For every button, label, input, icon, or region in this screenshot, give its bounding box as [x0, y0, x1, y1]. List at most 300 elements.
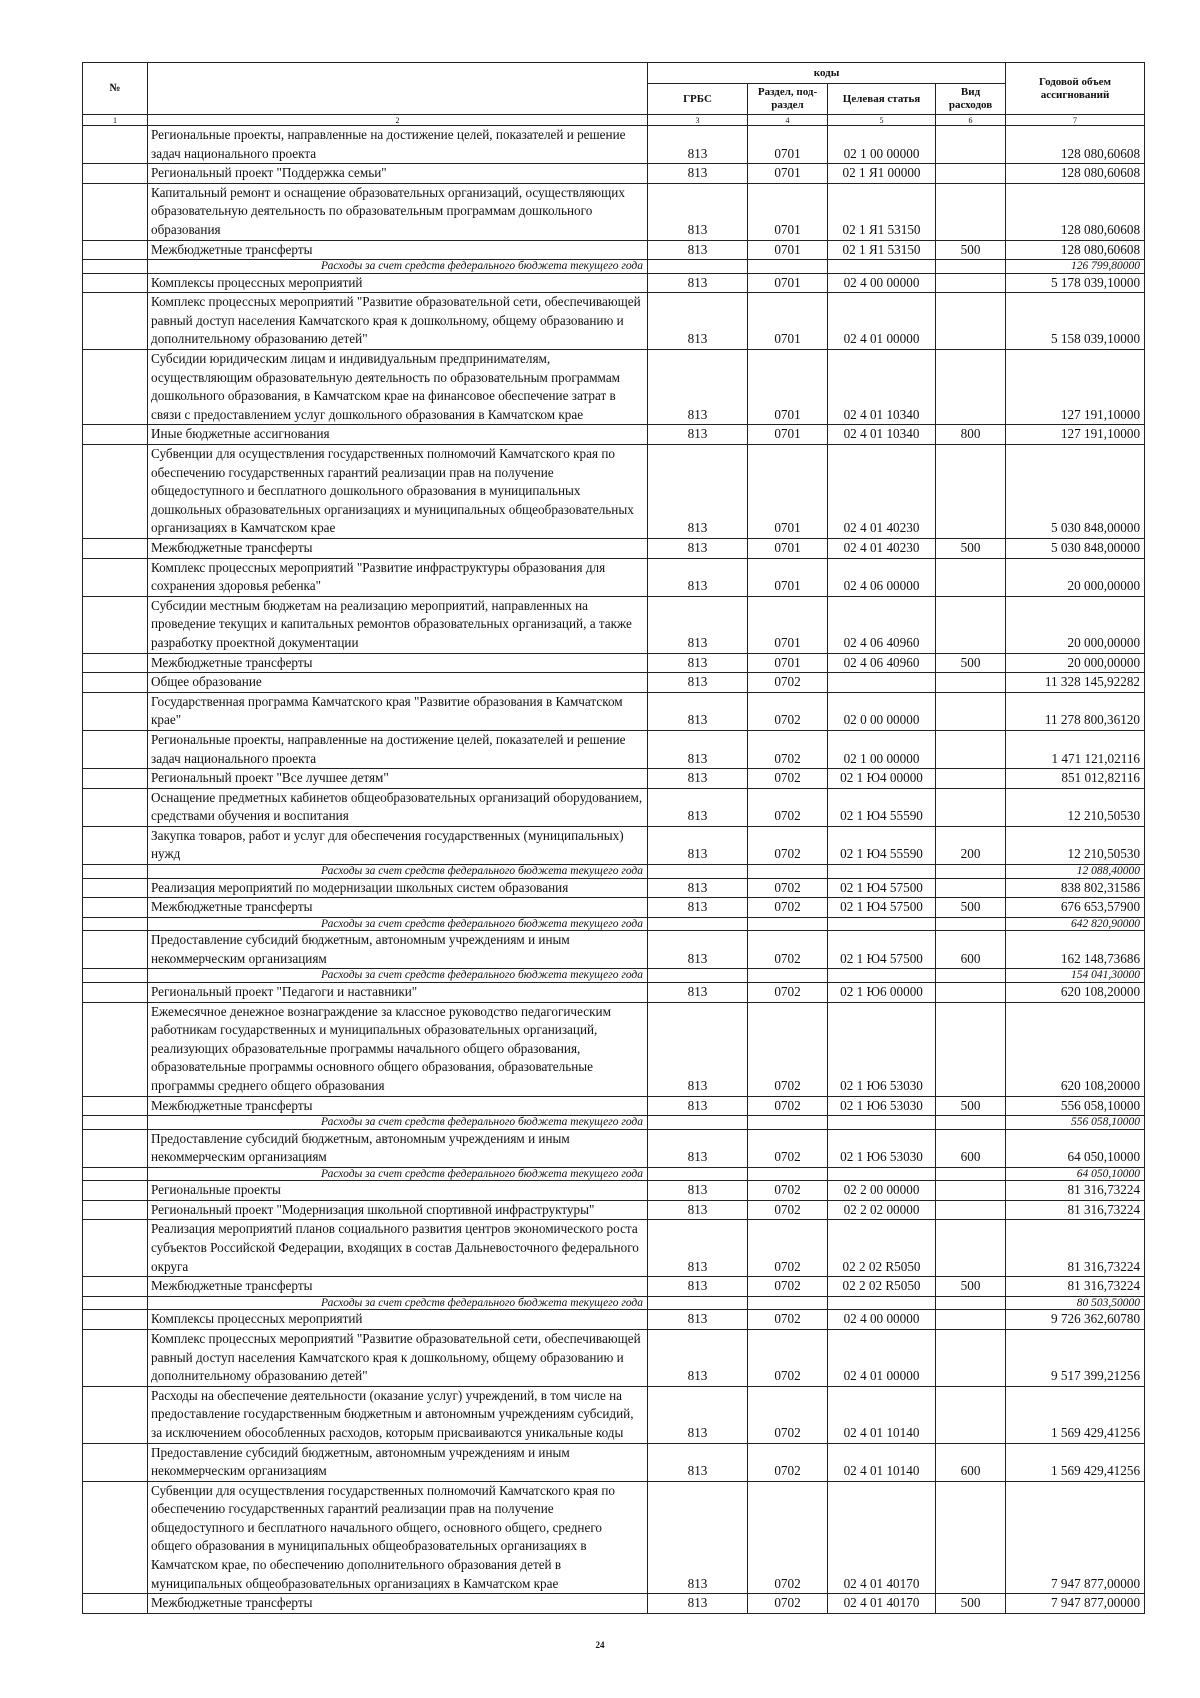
- amount-cell: 9 517 399,21256: [1006, 1329, 1145, 1386]
- row-number-cell: [83, 730, 148, 768]
- section-cell: 0701: [748, 240, 828, 260]
- section-cell: 0702: [748, 1386, 828, 1443]
- table-row: [83, 898, 1145, 918]
- amount-cell: 128 080,60608: [1006, 183, 1145, 240]
- header-codes: коды: [648, 63, 1006, 84]
- target-article-cell: 02 1 00 00000: [828, 730, 936, 768]
- target-article-cell: 02 0 00 00000: [828, 692, 936, 730]
- grbs-cell: 813: [648, 425, 748, 445]
- amount-cell: 620 108,20000: [1006, 1002, 1145, 1096]
- target-article-cell: 02 4 01 10140: [828, 1386, 936, 1443]
- expense-type-cell: 500: [936, 1277, 1006, 1297]
- target-article-cell: 02 4 00 00000: [828, 1310, 936, 1330]
- row-number-cell: [83, 425, 148, 445]
- item-name-cell: Региональный проект "Поддержка семьи": [148, 164, 648, 184]
- item-name-cell: Межбюджетные трансферты: [148, 1277, 648, 1297]
- section-cell: 0702: [748, 878, 828, 898]
- federal-budget-row: [83, 917, 1145, 931]
- federal-amount-cell: 80 503,50000: [1006, 1296, 1145, 1310]
- expense-type-cell: 500: [936, 1096, 1006, 1116]
- federal-budget-label: Расходы за счет средств федерального бюджета текущего года: [148, 969, 648, 983]
- expense-type-cell: 500: [936, 240, 1006, 260]
- target-article-cell: 02 4 01 00000: [828, 293, 936, 350]
- federal-amount-cell: 126 799,80000: [1006, 260, 1145, 274]
- row-number-cell: [83, 445, 148, 539]
- section-cell: 0702: [748, 673, 828, 693]
- expense-type-cell: 600: [936, 931, 1006, 969]
- target-article-cell: 02 4 01 10340: [828, 425, 936, 445]
- row-number-cell: [83, 826, 148, 864]
- section-cell: 0702: [748, 788, 828, 826]
- grbs-cell: 813: [648, 1594, 748, 1614]
- table-row: [83, 1481, 1145, 1594]
- header-name: [148, 63, 648, 115]
- target-article-cell: [828, 917, 936, 931]
- item-name-cell: Комплекс процессных мероприятий "Развитие образовательной сети, обеспечивающей равный доступ населения Камчатского края к дошкольному, общему образованию и дополнительному образованию детей": [148, 1329, 648, 1386]
- column-number: 2: [148, 115, 648, 126]
- section-cell: 0701: [748, 445, 828, 539]
- row-number-cell: [83, 865, 148, 879]
- expense-type-cell: [936, 692, 1006, 730]
- row-number-cell: [83, 1443, 148, 1481]
- amount-cell: 20 000,00000: [1006, 596, 1145, 653]
- grbs-cell: 813: [648, 692, 748, 730]
- section-cell: 0702: [748, 1220, 828, 1277]
- grbs-cell: 813: [648, 878, 748, 898]
- amount-cell: 851 012,82116: [1006, 769, 1145, 789]
- amount-cell: 676 653,57900: [1006, 898, 1145, 918]
- header-grbs: ГРБС: [648, 84, 748, 115]
- table-row: [83, 673, 1145, 693]
- section-cell: 0702: [748, 931, 828, 969]
- grbs-cell: 813: [648, 1386, 748, 1443]
- table-row: [83, 1220, 1145, 1277]
- section-cell: 0701: [748, 653, 828, 673]
- target-article-cell: 02 2 02 00000: [828, 1200, 936, 1220]
- section-cell: 0701: [748, 273, 828, 293]
- federal-budget-row: [83, 1167, 1145, 1181]
- row-number-cell: [83, 898, 148, 918]
- budget-document: [82, 62, 1144, 1614]
- expense-type-cell: [936, 769, 1006, 789]
- item-name-cell: Предоставление субсидий бюджетным, автономным учреждениям и иным некоммерческим организациям: [148, 1129, 648, 1167]
- item-name-cell: Оснащение предметных кабинетов общеобразовательных организаций оборудованием, средствами обучения и воспитания: [148, 788, 648, 826]
- row-number-cell: [83, 673, 148, 693]
- row-number-cell: [83, 1329, 148, 1386]
- section-cell: 0702: [748, 982, 828, 1002]
- header-number: №: [83, 63, 148, 115]
- table-row: [83, 1594, 1145, 1614]
- target-article-cell: 02 2 02 R5050: [828, 1277, 936, 1297]
- grbs-cell: 813: [648, 293, 748, 350]
- column-number: 6: [936, 115, 1006, 126]
- expense-type-cell: [936, 788, 1006, 826]
- table-row: [83, 769, 1145, 789]
- expense-type-cell: [936, 1002, 1006, 1096]
- target-article-cell: 02 1 Я1 53150: [828, 240, 936, 260]
- grbs-cell: 813: [648, 445, 748, 539]
- row-number-cell: [83, 260, 148, 274]
- section-cell: 0702: [748, 1310, 828, 1330]
- row-number-cell: [83, 273, 148, 293]
- target-article-cell: 02 1 Ю4 57500: [828, 898, 936, 918]
- amount-cell: 81 316,73224: [1006, 1277, 1145, 1297]
- header-expense-type: Вид расходов: [936, 84, 1006, 115]
- row-number-cell: [83, 1481, 148, 1594]
- section-cell: 0701: [748, 183, 828, 240]
- amount-cell: 20 000,00000: [1006, 653, 1145, 673]
- table-row: [83, 293, 1145, 350]
- table-row: [83, 931, 1145, 969]
- federal-amount-cell: 154 041,30000: [1006, 969, 1145, 983]
- amount-cell: 127 191,10000: [1006, 350, 1145, 425]
- row-number-cell: [83, 1220, 148, 1277]
- section-cell: 0702: [748, 1181, 828, 1201]
- amount-cell: 12 210,50530: [1006, 788, 1145, 826]
- grbs-cell: 813: [648, 183, 748, 240]
- target-article-cell: [828, 1167, 936, 1181]
- amount-cell: 1 471 121,02116: [1006, 730, 1145, 768]
- amount-cell: 81 316,73224: [1006, 1220, 1145, 1277]
- section-cell: 0702: [748, 898, 828, 918]
- header-annual-volume: Годовой объем ассигнований: [1006, 63, 1145, 115]
- expense-type-cell: [936, 1310, 1006, 1330]
- item-name-cell: Межбюджетные трансферты: [148, 240, 648, 260]
- amount-cell: 127 191,10000: [1006, 425, 1145, 445]
- federal-budget-row: [83, 1296, 1145, 1310]
- row-number-cell: [83, 1167, 148, 1181]
- section-cell: [748, 1116, 828, 1130]
- expense-type-cell: [936, 917, 1006, 931]
- item-name-cell: Комплекс процессных мероприятий "Развитие инфраструктуры образования для сохранения здоровья ребенка": [148, 558, 648, 596]
- target-article-cell: 02 4 01 40230: [828, 445, 936, 539]
- amount-cell: 1 569 429,41256: [1006, 1386, 1145, 1443]
- expense-type-cell: [936, 273, 1006, 293]
- item-name-cell: Региональный проект "Все лучшее детям": [148, 769, 648, 789]
- target-article-cell: 02 1 Ю4 55590: [828, 788, 936, 826]
- amount-cell: 128 080,60608: [1006, 126, 1145, 164]
- item-name-cell: Предоставление субсидий бюджетным, автономным учреждениям и иным некоммерческим организациям: [148, 931, 648, 969]
- section-cell: 0702: [748, 1096, 828, 1116]
- row-number-cell: [83, 1116, 148, 1130]
- section-cell: 0701: [748, 558, 828, 596]
- item-name-cell: Региональные проекты, направленные на достижение целей, показателей и решение задач национального проекта: [148, 126, 648, 164]
- target-article-cell: 02 4 06 00000: [828, 558, 936, 596]
- section-cell: 0702: [748, 826, 828, 864]
- expense-type-cell: [936, 1296, 1006, 1310]
- federal-budget-row: [83, 969, 1145, 983]
- row-number-cell: [83, 164, 148, 184]
- target-article-cell: 02 4 01 10140: [828, 1443, 936, 1481]
- federal-budget-label: Расходы за счет средств федерального бюджета текущего года: [148, 1116, 648, 1130]
- expense-type-cell: [936, 878, 1006, 898]
- section-cell: 0701: [748, 126, 828, 164]
- item-name-cell: Региональные проекты: [148, 1181, 648, 1201]
- item-name-cell: Региональный проект "Модернизация школьной спортивной инфраструктуры": [148, 1200, 648, 1220]
- table-row: [83, 878, 1145, 898]
- item-name-cell: Субвенции для осуществления государственных полномочий Камчатского края по обеспечению государственных гарантий реализации прав на получение общедоступного и бесплатного дошкольного образования в муниципальных дошкольных образовательных организациях и муниципальных общеобразовательных организациях в Камчатском крае: [148, 445, 648, 539]
- federal-budget-label: Расходы за счет средств федерального бюджета текущего года: [148, 260, 648, 274]
- item-name-cell: Расходы на обеспечение деятельности (оказание услуг) учреждений, в том числе на предоставление государственным бюджетным и автономным учреждениям субсидий, за исключением обособленных расходов, которым присваиваются уникальные коды: [148, 1386, 648, 1443]
- grbs-cell: 813: [648, 350, 748, 425]
- expense-type-cell: [936, 1200, 1006, 1220]
- item-name-cell: Межбюджетные трансферты: [148, 653, 648, 673]
- expense-type-cell: 500: [936, 653, 1006, 673]
- table-row: [83, 1002, 1145, 1096]
- row-number-cell: [83, 788, 148, 826]
- row-number-cell: [83, 1277, 148, 1297]
- grbs-cell: 813: [648, 1310, 748, 1330]
- section-cell: 0702: [748, 1200, 828, 1220]
- table-row: [83, 1310, 1145, 1330]
- expense-type-cell: 600: [936, 1443, 1006, 1481]
- row-number-cell: [83, 293, 148, 350]
- budget-table: [82, 62, 1145, 1614]
- federal-amount-cell: 64 050,10000: [1006, 1167, 1145, 1181]
- section-cell: 0702: [748, 1594, 828, 1614]
- target-article-cell: 02 4 06 40960: [828, 653, 936, 673]
- table-row: [83, 1200, 1145, 1220]
- row-number-cell: [83, 1181, 148, 1201]
- column-number: 3: [648, 115, 748, 126]
- federal-amount-cell: 556 058,10000: [1006, 1116, 1145, 1130]
- column-number: 7: [1006, 115, 1145, 126]
- table-row: [83, 350, 1145, 425]
- target-article-cell: 02 4 01 00000: [828, 1329, 936, 1386]
- amount-cell: 11 328 145,92282: [1006, 673, 1145, 693]
- target-article-cell: [828, 969, 936, 983]
- table-row: [83, 982, 1145, 1002]
- row-number-cell: [83, 1002, 148, 1096]
- target-article-cell: 02 4 06 40960: [828, 596, 936, 653]
- grbs-cell: 813: [648, 673, 748, 693]
- grbs-cell: 813: [648, 1481, 748, 1594]
- amount-cell: 128 080,60608: [1006, 240, 1145, 260]
- row-number-cell: [83, 126, 148, 164]
- target-article-cell: 02 2 00 00000: [828, 1181, 936, 1201]
- table-row: [83, 126, 1145, 164]
- expense-type-cell: [936, 126, 1006, 164]
- amount-cell: 162 148,73686: [1006, 931, 1145, 969]
- item-name-cell: Комплекс процессных мероприятий "Развитие образовательной сети, обеспечивающей равный доступ населения Камчатского края к дошкольному, общему образованию и дополнительному образованию детей": [148, 293, 648, 350]
- row-number-cell: [83, 350, 148, 425]
- target-article-cell: 02 1 Ю6 53030: [828, 1129, 936, 1167]
- federal-budget-row: [83, 865, 1145, 879]
- target-article-cell: 02 2 02 R5050: [828, 1220, 936, 1277]
- expense-type-cell: [936, 293, 1006, 350]
- row-number-cell: [83, 878, 148, 898]
- item-name-cell: Реализация мероприятий планов социального развития центров экономического роста субъектов Российской Федерации, входящих в состав Дальневосточного федерального округа: [148, 1220, 648, 1277]
- federal-budget-label: Расходы за счет средств федерального бюджета текущего года: [148, 1167, 648, 1181]
- target-article-cell: 02 4 01 40170: [828, 1481, 936, 1594]
- item-name-cell: Предоставление субсидий бюджетным, автономным учреждениям и иным некоммерческим организациям: [148, 1443, 648, 1481]
- federal-amount-cell: 642 820,90000: [1006, 917, 1145, 931]
- column-numbers-row: [83, 115, 1145, 126]
- grbs-cell: [648, 1167, 748, 1181]
- grbs-cell: 813: [648, 1129, 748, 1167]
- item-name-cell: Межбюджетные трансферты: [148, 1594, 648, 1614]
- expense-type-cell: [936, 260, 1006, 274]
- expense-type-cell: 500: [936, 898, 1006, 918]
- table-row: [83, 1386, 1145, 1443]
- expense-type-cell: [936, 1329, 1006, 1386]
- row-number-cell: [83, 558, 148, 596]
- table-row: [83, 1181, 1145, 1201]
- grbs-cell: 813: [648, 1443, 748, 1481]
- section-cell: 0702: [748, 1129, 828, 1167]
- grbs-cell: [648, 1296, 748, 1310]
- federal-budget-label: Расходы за счет средств федерального бюджета текущего года: [148, 1296, 648, 1310]
- item-name-cell: Капитальный ремонт и оснащение образовательных организаций, осуществляющих образовательную деятельность по образовательным программам дошкольного образования: [148, 183, 648, 240]
- row-number-cell: [83, 1310, 148, 1330]
- row-number-cell: [83, 969, 148, 983]
- item-name-cell: Реализация мероприятий по модернизации школьных систем образования: [148, 878, 648, 898]
- item-name-cell: Региональный проект "Педагоги и наставники": [148, 982, 648, 1002]
- grbs-cell: 813: [648, 538, 748, 558]
- column-number: 4: [748, 115, 828, 126]
- item-name-cell: Региональные проекты, направленные на достижение целей, показателей и решение задач национального проекта: [148, 730, 648, 768]
- amount-cell: 5 158 039,10000: [1006, 293, 1145, 350]
- table-row: [83, 653, 1145, 673]
- table-row: [83, 1329, 1145, 1386]
- table-row: [83, 1443, 1145, 1481]
- item-name-cell: Комплексы процессных мероприятий: [148, 1310, 648, 1330]
- grbs-cell: [648, 969, 748, 983]
- item-name-cell: Ежемесячное денежное вознаграждение за классное руководство педагогическим работникам государственных и муниципальных образовательных организаций, реализующих образовательные программы начального общего образования, образовательные программы основного общего образования, образовательные программы среднего общего образования: [148, 1002, 648, 1096]
- grbs-cell: 813: [648, 596, 748, 653]
- row-number-cell: [83, 653, 148, 673]
- row-number-cell: [83, 1386, 148, 1443]
- grbs-cell: 813: [648, 240, 748, 260]
- amount-cell: 1 569 429,41256: [1006, 1443, 1145, 1481]
- target-article-cell: [828, 260, 936, 274]
- expense-type-cell: [936, 183, 1006, 240]
- table-row: [83, 730, 1145, 768]
- section-cell: 0701: [748, 293, 828, 350]
- section-cell: 0702: [748, 769, 828, 789]
- expense-type-cell: [936, 982, 1006, 1002]
- section-cell: 0702: [748, 1443, 828, 1481]
- table-row: [83, 538, 1145, 558]
- grbs-cell: [648, 917, 748, 931]
- table-body: [83, 126, 1145, 1614]
- row-number-cell: [83, 1096, 148, 1116]
- section-cell: 0702: [748, 1329, 828, 1386]
- amount-cell: 81 316,73224: [1006, 1181, 1145, 1201]
- grbs-cell: 813: [648, 164, 748, 184]
- amount-cell: 5 030 848,00000: [1006, 445, 1145, 539]
- grbs-cell: 813: [648, 1181, 748, 1201]
- table-row: [83, 183, 1145, 240]
- amount-cell: 12 210,50530: [1006, 826, 1145, 864]
- grbs-cell: 813: [648, 730, 748, 768]
- section-cell: [748, 865, 828, 879]
- expense-type-cell: [936, 1481, 1006, 1594]
- amount-cell: 5 178 039,10000: [1006, 273, 1145, 293]
- grbs-cell: 813: [648, 1220, 748, 1277]
- section-cell: 0701: [748, 596, 828, 653]
- row-number-cell: [83, 692, 148, 730]
- table-row: [83, 826, 1145, 864]
- amount-cell: 9 726 362,60780: [1006, 1310, 1145, 1330]
- grbs-cell: 813: [648, 558, 748, 596]
- section-cell: [748, 260, 828, 274]
- amount-cell: 20 000,00000: [1006, 558, 1145, 596]
- amount-cell: 7 947 877,00000: [1006, 1594, 1145, 1614]
- expense-type-cell: 200: [936, 826, 1006, 864]
- row-number-cell: [83, 1200, 148, 1220]
- amount-cell: 128 080,60608: [1006, 164, 1145, 184]
- amount-cell: 556 058,10000: [1006, 1096, 1145, 1116]
- item-name-cell: Комплексы процессных мероприятий: [148, 273, 648, 293]
- section-cell: 0702: [748, 1481, 828, 1594]
- grbs-cell: [648, 865, 748, 879]
- expense-type-cell: [936, 445, 1006, 539]
- target-article-cell: 02 1 00 00000: [828, 126, 936, 164]
- table-row: [83, 692, 1145, 730]
- table-row: [83, 1277, 1145, 1297]
- table-row: [83, 788, 1145, 826]
- amount-cell: 620 108,20000: [1006, 982, 1145, 1002]
- section-cell: 0702: [748, 1002, 828, 1096]
- expense-type-cell: [936, 1386, 1006, 1443]
- grbs-cell: 813: [648, 653, 748, 673]
- target-article-cell: 02 1 Ю6 53030: [828, 1096, 936, 1116]
- expense-type-cell: [936, 865, 1006, 879]
- expense-type-cell: 600: [936, 1129, 1006, 1167]
- table-row: [83, 425, 1145, 445]
- grbs-cell: 813: [648, 273, 748, 293]
- item-name-cell: Межбюджетные трансферты: [148, 1096, 648, 1116]
- federal-budget-label: Расходы за счет средств федерального бюджета текущего года: [148, 865, 648, 879]
- row-number-cell: [83, 931, 148, 969]
- target-article-cell: 02 4 01 40170: [828, 1594, 936, 1614]
- expense-type-cell: [936, 1167, 1006, 1181]
- table-row: [83, 164, 1145, 184]
- section-cell: 0702: [748, 1277, 828, 1297]
- grbs-cell: 813: [648, 1096, 748, 1116]
- section-cell: 0701: [748, 425, 828, 445]
- section-cell: 0701: [748, 538, 828, 558]
- expense-type-cell: [936, 1181, 1006, 1201]
- grbs-cell: 813: [648, 898, 748, 918]
- row-number-cell: [83, 538, 148, 558]
- amount-cell: 11 278 800,36120: [1006, 692, 1145, 730]
- expense-type-cell: [936, 596, 1006, 653]
- expense-type-cell: [936, 1116, 1006, 1130]
- target-article-cell: 02 1 Ю6 00000: [828, 982, 936, 1002]
- grbs-cell: 813: [648, 931, 748, 969]
- section-cell: 0702: [748, 692, 828, 730]
- section-cell: [748, 1296, 828, 1310]
- section-cell: [748, 917, 828, 931]
- target-article-cell: 02 1 Ю4 00000: [828, 769, 936, 789]
- amount-cell: 838 802,31586: [1006, 878, 1145, 898]
- amount-cell: 5 030 848,00000: [1006, 538, 1145, 558]
- section-cell: 0702: [748, 730, 828, 768]
- section-cell: [748, 1167, 828, 1181]
- section-cell: 0701: [748, 350, 828, 425]
- table-row: [83, 1129, 1145, 1167]
- grbs-cell: 813: [648, 982, 748, 1002]
- expense-type-cell: 800: [936, 425, 1006, 445]
- column-number: 5: [828, 115, 936, 126]
- expense-type-cell: [936, 350, 1006, 425]
- expense-type-cell: 500: [936, 538, 1006, 558]
- row-number-cell: [83, 769, 148, 789]
- federal-budget-row: [83, 1116, 1145, 1130]
- grbs-cell: 813: [648, 126, 748, 164]
